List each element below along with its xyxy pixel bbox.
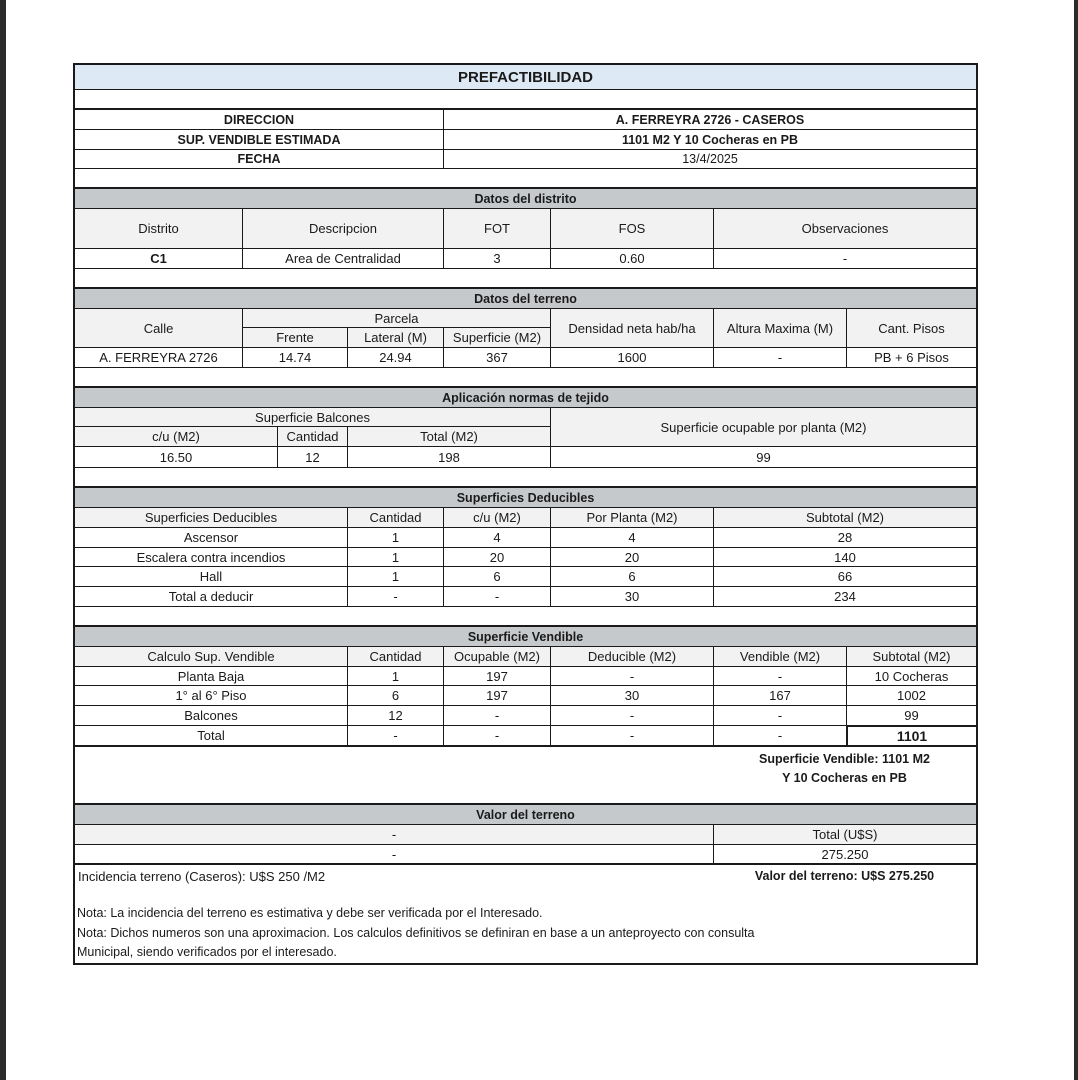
cell-deducible: - [550,706,713,725]
cell-por-planta: 6 [550,567,713,586]
valor-row-1 [75,825,976,845]
cell-cantidad: - [347,587,443,606]
cell-densidad: 1600 [550,348,713,367]
cell-vendible: 167 [713,686,846,705]
header-value-direccion: A. FERREYRA 2726 - CASEROS [443,110,976,129]
summary-cocheras: Y 10 Cocheras en PB [782,771,907,785]
cell-vendible: - [713,706,846,725]
cell-cantidad: 1 [347,567,443,586]
section-title: Superficies Deducibles [456,490,595,505]
spacer-row [75,368,976,388]
tejido-header-row [75,408,976,447]
table-row [75,686,976,706]
cell-total: 198 [347,447,550,467]
cell-cu: 6 [443,567,550,586]
cell-cantidad: 12 [347,706,443,725]
table-row [75,667,976,686]
section-distrito-title [75,189,976,209]
table-row [75,706,976,726]
cell-ocupable: 197 [443,686,550,705]
col-fot: FOT [443,209,550,248]
header-label-superficie: SUP. VENDIBLE ESTIMADA [177,132,341,147]
cell-subtotal: 28 [713,528,976,547]
col-descripcion: Descripcion [242,209,443,248]
cell-por-planta: 4 [550,528,713,547]
cell-item: Total a deducir [168,589,254,604]
cell-pisos: PB + 6 Pisos [846,348,976,367]
cell-subtotal: 234 [713,587,976,606]
spacer-row [75,468,976,488]
cell-cantidad: 12 [277,447,347,467]
col-fos: FOS [550,209,713,248]
section-title: Datos del terreno [474,291,577,306]
col-subtotal: Subtotal (M2) [846,647,976,666]
col-superficie: Superficie (M2) [443,328,550,347]
title-row [75,65,976,90]
header-row-fecha [75,150,976,169]
col-vendible: Vendible (M2) [713,647,846,666]
summary-superficie-vendible: Superficie Vendible: 1101 M2 [759,752,930,766]
cell-cu: - [443,587,550,606]
col-superficie-deducible: Superficies Deducibles [144,510,278,525]
cell-subtotal: 99 [846,706,976,725]
col-densidad: Densidad neta hab/ha [550,309,713,347]
cell-vendible: - [713,667,846,685]
header-row-direccion [75,110,976,130]
col-parcela: Parcela [242,309,550,328]
cell-cantidad: 6 [347,686,443,705]
table-row [75,528,976,548]
col-cu: c/u (M2) [152,429,200,444]
cell-item: Planta Baja [177,668,245,684]
cell-deducible: 30 [550,686,713,705]
header-value-fecha: 13/4/2025 [443,150,976,168]
spacer-row [75,607,976,627]
col-calculo: Calculo Sup. Vendible [147,649,275,664]
cell-ocupable: - [443,706,550,725]
cell-superficie: 367 [443,348,550,367]
cell-cantidad: 1 [347,548,443,566]
section-vendible-title [75,627,976,647]
terreno-data-row [75,348,976,368]
col-distrito: Distrito [138,221,179,236]
cell-descripcion: Area de Centralidad [242,249,443,268]
spacer-row [75,269,976,289]
col-deducible: Deducible (M2) [550,647,713,666]
page-title: PREFACTIBILIDAD [458,68,593,86]
col-superficie-balcones: Superficie Balcones [75,408,550,427]
col-altura: Altura Maxima (M) [713,309,846,347]
section-valor-title [75,805,976,825]
vendible-summary [75,747,976,805]
table-row [75,548,976,567]
valor-row-2 [75,845,976,865]
section-deducibles-title [75,488,976,508]
cell-fos: 0.60 [550,249,713,268]
spacer-row [75,169,976,189]
cell-cu: 4 [443,528,550,547]
cell-item: Hall [199,569,223,584]
cell-cantidad: - [347,726,443,745]
col-calle: Calle [143,320,174,336]
cell-total-vendible: 1101 [846,726,976,745]
cell-total-usd-label: Total (U$S) [713,825,976,844]
valor-summary-row [75,865,976,887]
distrito-header-row [75,209,976,249]
cell-deducible: - [550,726,713,745]
section-terreno-title [75,289,976,309]
col-cantidad: Cantidad [347,647,443,666]
spacer-row [75,90,976,110]
vendible-header-row [75,647,976,667]
col-cu: c/u (M2) [443,508,550,527]
table-row [75,567,976,587]
col-total: Total (M2) [347,427,550,446]
cell-frente: 14.74 [242,348,347,367]
cell-item: 1° al 6° Piso [175,688,247,703]
header-label-direccion: DIRECCION [223,112,295,127]
col-superficie-ocupable: Superficie ocupable por planta (M2) [550,408,976,446]
header-label-fecha: FECHA [237,152,281,166]
cell-subtotal: 66 [713,567,976,586]
cell-fot: 3 [443,249,550,268]
table-row [75,587,976,607]
section-title: Datos del distrito [474,191,577,206]
tejido-data-row [75,447,976,468]
cell-valor-left: - [391,846,397,862]
section-title: Aplicación normas de tejido [442,390,609,405]
cell-altura: - [713,348,846,367]
header-row-superficie [75,130,976,150]
note-1: Nota: La incidencia del terreno es estimativa y debe ser verificada por el Interesado. [77,906,543,920]
col-ocupable: Ocupable (M2) [443,647,550,666]
cell-lateral: 24.94 [347,348,443,367]
section-title: Superficie Vendible [467,629,584,644]
cell-item: Escalera contra incendios [136,549,286,565]
section-tejido-title [75,388,976,408]
cell-cu: 16.50 [159,449,193,465]
cell-ocupable: 197 [443,667,550,685]
cell-item: Balcones [184,708,238,723]
col-pisos: Cant. Pisos [846,309,976,347]
cell-subtotal: 1002 [846,686,976,705]
left-edge-bar [0,0,6,1080]
note-3: Municipal, siendo verificados por el interesado. [77,945,337,959]
cell-por-planta: 30 [550,587,713,606]
cell-item: Total [197,728,225,743]
distrito-data-row [75,249,976,269]
col-subtotal: Subtotal (M2) [713,508,976,527]
cell-por-planta: 20 [550,548,713,566]
cell-vendible: - [713,726,846,745]
cell-subtotal: 140 [713,548,976,566]
right-edge-bar [1074,0,1078,1080]
cell-total-usd-value: 275.250 [713,845,976,863]
col-lateral: Lateral (M) [347,328,443,347]
col-frente: Frente [242,328,347,347]
cell-valor-left: - [391,827,397,842]
header-value-superficie: 1101 M2 Y 10 Cocheras en PB [443,130,976,149]
cell-ocupable: - [443,726,550,745]
cell-deducible: - [550,667,713,685]
cell-superficie-ocupable: 99 [550,447,976,467]
col-observaciones: Observaciones [713,209,976,248]
col-cantidad: Cantidad [277,427,347,446]
prefactibilidad-sheet [73,63,978,965]
col-por-planta: Por Planta (M2) [550,508,713,527]
incidencia-text: Incidencia terreno (Caseros): U$S 250 /M2 [78,868,326,884]
cell-cantidad: 1 [347,528,443,547]
cell-subtotal: 10 Cocheras [846,667,976,685]
cell-cantidad: 1 [347,667,443,685]
col-cantidad: Cantidad [347,508,443,527]
section-title: Valor del terreno [476,807,575,822]
table-row-total [75,726,976,747]
cell-distrito: C1 [150,251,167,266]
cell-calle: A. FERREYRA 2726 [99,350,218,365]
cell-item: Ascensor [183,530,239,545]
valor-terreno-total: Valor del terreno: U$S 275.250 [754,869,935,883]
terreno-header-row [75,309,976,348]
deducibles-header-row [75,508,976,528]
note-2: Nota: Dichos numeros son una aproximacion. Los calculos definitivos se definiran en base a un anteproyecto con consulta [77,926,755,940]
cell-observaciones: - [713,249,976,268]
cell-cu: 20 [443,548,550,566]
